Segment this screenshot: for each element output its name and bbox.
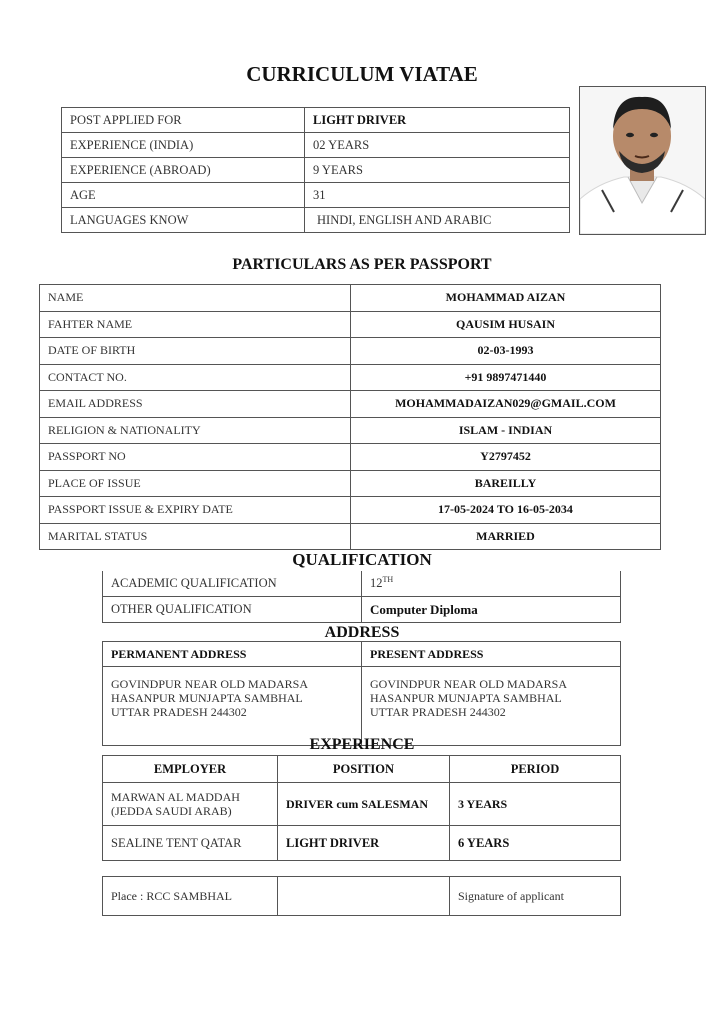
passport-label: DATE OF BIRTH	[40, 338, 351, 365]
address-line: HASANPUR MUNJAPTA SAMBHAL	[370, 691, 562, 705]
summary-label: EXPERIENCE (INDIA)	[62, 133, 305, 158]
passport-label: CONTACT NO.	[40, 364, 351, 391]
address-line: UTTAR PRADESH 244302	[111, 705, 247, 719]
table-row	[62, 108, 570, 133]
table-row	[103, 877, 621, 916]
summary-label: AGE	[62, 183, 305, 208]
table-row	[40, 497, 661, 524]
table-row	[40, 470, 661, 497]
address-heading: ADDRESS	[324, 624, 400, 641]
passport-label: NAME	[40, 285, 351, 312]
table-row	[40, 523, 661, 550]
academic-value	[362, 571, 621, 597]
passport-label: PASSPORT ISSUE & EXPIRY DATE	[40, 497, 351, 524]
academic-value-sup: TH	[382, 575, 394, 585]
address-line: GOVINDPUR NEAR OLD MADARSA	[111, 677, 309, 691]
address-line: HASANPUR MUNJAPTA SAMBHAL	[111, 691, 303, 705]
passport-value: 17-05-2024 TO 16-05-2034	[351, 497, 661, 524]
passport-label: MARITAL STATUS	[40, 523, 351, 550]
signature-cell: Signature of applicant	[450, 877, 621, 916]
table-row	[62, 133, 570, 158]
qualification-heading: QUALIFICATION	[292, 550, 432, 569]
table-row	[62, 208, 570, 233]
other-qualification-value: Computer Diploma	[362, 597, 621, 623]
table-row	[103, 597, 621, 623]
present-address-label: PRESENT ADDRESS	[362, 642, 621, 667]
passport-value: ISLAM - INDIAN	[351, 417, 661, 444]
employer-line: MARWAN AL MADDAH	[111, 790, 240, 804]
experience-table	[102, 755, 621, 861]
passport-value: +91 9897471440	[351, 364, 661, 391]
position-header: POSITION	[278, 756, 450, 783]
summary-value: HINDI, ENGLISH AND ARABIC	[305, 208, 570, 233]
address-line: GOVINDPUR NEAR OLD MADARSA	[370, 677, 568, 691]
table-row	[103, 826, 621, 861]
position-cell: DRIVER cum SALESMAN	[278, 783, 450, 826]
table-row	[103, 642, 621, 667]
table-row	[40, 391, 661, 418]
summary-table	[61, 107, 570, 233]
address-table	[102, 641, 621, 746]
period-header: PERIOD	[450, 756, 621, 783]
employer-cell	[103, 783, 278, 826]
passport-label: EMAIL ADDRESS	[40, 391, 351, 418]
summary-label: LANGUAGES KNOW	[62, 208, 305, 233]
employer-line: (JEDDA SAUDI ARAB)	[111, 804, 232, 818]
passport-label: PASSPORT NO	[40, 444, 351, 471]
position-cell: LIGHT DRIVER	[278, 826, 450, 861]
academic-label: ACADEMIC QUALIFICATION	[103, 571, 362, 597]
passport-label: RELIGION & NATIONALITY	[40, 417, 351, 444]
period-cell: 6 YEARS	[450, 826, 621, 861]
table-row	[40, 285, 661, 312]
address-line: UTTAR PRADESH 244302	[370, 705, 506, 719]
present-address	[362, 667, 621, 746]
summary-value: 9 YEARS	[305, 158, 570, 183]
passport-label: FAHTER NAME	[40, 311, 351, 338]
summary-value: 02 YEARS	[305, 133, 570, 158]
table-row	[40, 364, 661, 391]
passport-value: BAREILLY	[351, 470, 661, 497]
table-header-row	[103, 756, 621, 783]
table-row	[40, 311, 661, 338]
qualification-table	[102, 571, 621, 623]
passport-table	[39, 284, 661, 550]
table-row	[62, 183, 570, 208]
experience-heading: EXPERIENCE	[309, 736, 415, 753]
summary-value: LIGHT DRIVER	[305, 108, 570, 133]
permanent-address	[103, 667, 362, 746]
table-row	[40, 417, 661, 444]
passport-value: MOHAMMADAIZAN029@GMAIL.COM	[351, 391, 661, 418]
page-title: CURRICULUM VIATAE	[246, 62, 478, 86]
summary-label: EXPERIENCE (ABROAD)	[62, 158, 305, 183]
table-row	[40, 338, 661, 365]
permanent-address-label: PERMANENT ADDRESS	[103, 642, 362, 667]
applicant-photo	[579, 86, 706, 235]
period-cell: 3 YEARS	[450, 783, 621, 826]
passport-value: MOHAMMAD AIZAN	[351, 285, 661, 312]
place-cell: Place : RCC SAMBHAL	[103, 877, 278, 916]
signature-table	[102, 876, 621, 916]
table-row	[103, 783, 621, 826]
passport-label: PLACE OF ISSUE	[40, 470, 351, 497]
passport-value: MARRIED	[351, 523, 661, 550]
academic-value-text: 12	[370, 576, 383, 591]
employer-cell: SEALINE TENT QATAR	[103, 826, 278, 861]
passport-value: QAUSIM HUSAIN	[351, 311, 661, 338]
passport-value: 02-03-1993	[351, 338, 661, 365]
person-icon	[580, 87, 705, 234]
table-row	[40, 444, 661, 471]
passport-heading: PARTICULARS AS PER PASSPORT	[232, 256, 492, 273]
table-row	[103, 667, 621, 746]
summary-value: 31	[305, 183, 570, 208]
employer-header: EMPLOYER	[103, 756, 278, 783]
passport-value: Y2797452	[351, 444, 661, 471]
table-row	[103, 571, 621, 597]
blank-cell	[278, 877, 450, 916]
table-row	[62, 158, 570, 183]
other-qualification-label: OTHER QUALIFICATION	[103, 597, 362, 623]
summary-label: POST APPLIED FOR	[62, 108, 305, 133]
